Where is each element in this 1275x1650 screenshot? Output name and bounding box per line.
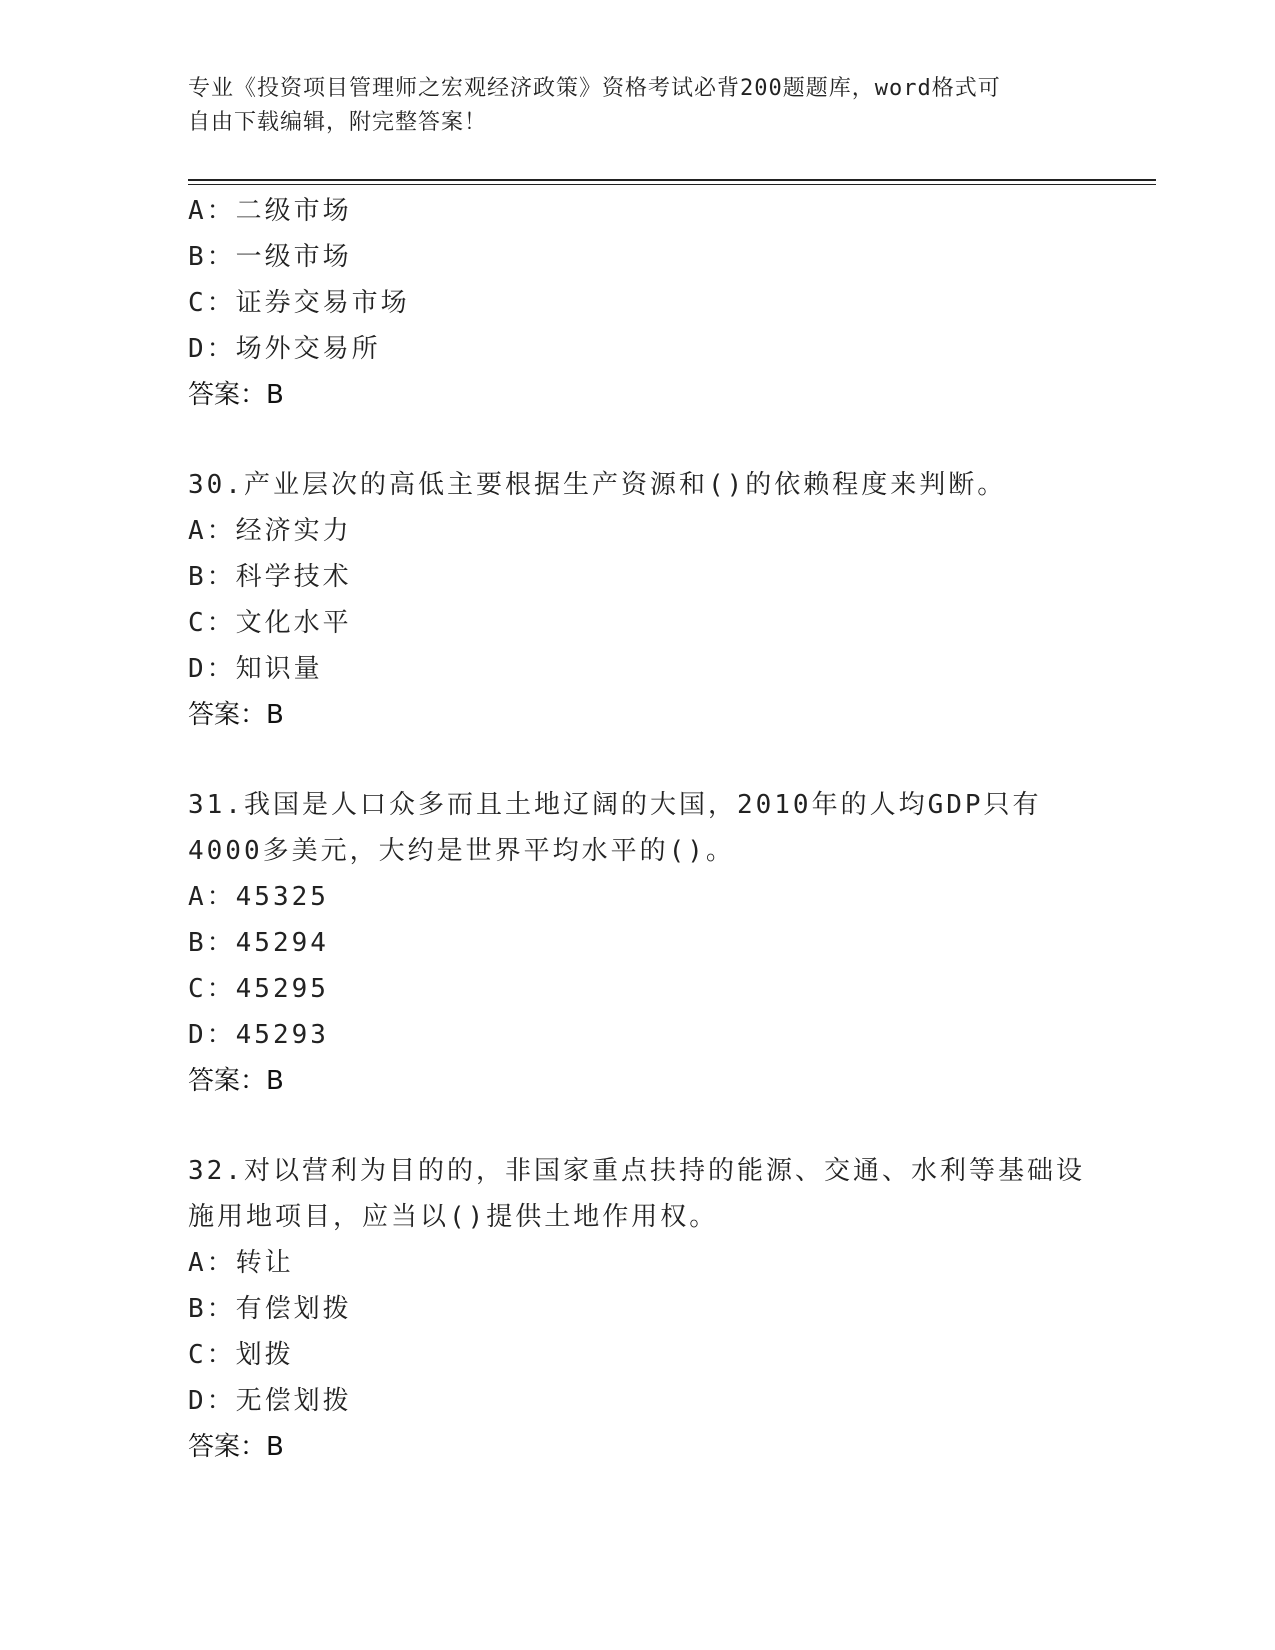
answer-line: 答案：B — [188, 700, 284, 730]
option-b: B：有偿划拨 — [188, 1294, 352, 1324]
option-d: D：45293 — [188, 1020, 329, 1050]
question-32 — [188, 1148, 1128, 1470]
option-c: C：45295 — [188, 974, 329, 1004]
question-29 — [188, 188, 1128, 418]
header-line-2: 自由下载编辑，附完整答案！ — [188, 110, 488, 135]
document-header — [188, 72, 1088, 140]
option-a: A：转让 — [188, 1248, 294, 1278]
question-text-continued: 4000多美元，大约是世界平均水平的()。 — [188, 836, 735, 866]
option-b: B：45294 — [188, 928, 329, 958]
option-d: D：知识量 — [188, 654, 323, 684]
header-line-1: 专业《投资项目管理师之宏观经济政策》资格考试必背200题题库，word格式可 — [188, 76, 1001, 101]
question-31 — [188, 782, 1128, 1104]
header-divider-top — [188, 179, 1156, 181]
option-b: B：一级市场 — [188, 242, 352, 272]
answer-line: 答案：B — [188, 380, 284, 410]
answer-line: 答案：B — [188, 1066, 284, 1096]
option-a: A：45325 — [188, 882, 329, 912]
option-d: D：场外交易所 — [188, 334, 381, 364]
option-c: C：文化水平 — [188, 608, 352, 638]
question-30 — [188, 462, 1128, 738]
question-list — [188, 188, 1128, 1470]
option-d: D：无偿划拨 — [188, 1386, 352, 1416]
option-c: C：证券交易市场 — [188, 288, 410, 318]
option-c: C：划拨 — [188, 1340, 294, 1370]
question-text: 32.对以营利为目的的，非国家重点扶持的能源、交通、水利等基础设 — [188, 1156, 1085, 1186]
answer-line: 答案：B — [188, 1432, 284, 1462]
option-b: B：科学技术 — [188, 562, 352, 592]
option-a: A：二级市场 — [188, 196, 352, 226]
question-text: 30.产业层次的高低主要根据生产资源和()的依赖程度来判断。 — [188, 470, 1007, 500]
header-divider-bottom — [188, 184, 1156, 185]
option-a: A：经济实力 — [188, 516, 352, 546]
question-text-continued: 施用地项目，应当以()提供土地作用权。 — [188, 1202, 719, 1232]
question-text: 31.我国是人口众多而且土地辽阔的大国，2010年的人均GDP只有 — [188, 790, 1042, 820]
